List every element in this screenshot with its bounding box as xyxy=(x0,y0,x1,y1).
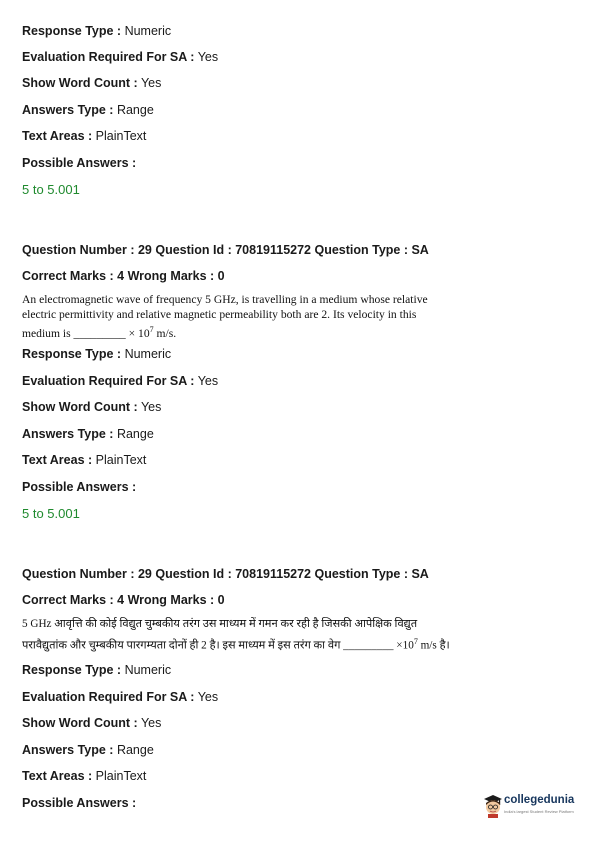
evaluation-required-row: Evaluation Required For SA : Yes xyxy=(22,374,219,388)
evaluation-required-row: Evaluation Required For SA : Yes xyxy=(22,690,219,704)
possible-answers-label: Possible Answers : xyxy=(22,480,137,494)
answers-type-row: Answers Type : Range xyxy=(22,103,154,117)
logo-wordmark: collegedunia xyxy=(504,794,575,806)
show-word-count-row: Show Word Count : Yes xyxy=(22,76,162,90)
possible-answer-value: 5 to 5.001 xyxy=(22,506,80,521)
question-header: Question Number : 29 Question Id : 70819115272 Question Type : SA xyxy=(22,567,429,581)
show-word-count-row: Show Word Count : Yes xyxy=(22,716,162,730)
question-marks: Correct Marks : 4 Wrong Marks : 0 xyxy=(22,593,225,607)
possible-answers-label: Possible Answers : xyxy=(22,796,137,810)
text-areas-row: Text Areas : PlainText xyxy=(22,453,147,467)
answers-type-row: Answers Type : Range xyxy=(22,427,154,441)
possible-answer-value: 5 to 5.001 xyxy=(22,182,80,197)
question-marks: Correct Marks : 4 Wrong Marks : 0 xyxy=(22,269,225,283)
possible-answers-label: Possible Answers : xyxy=(22,156,137,170)
question-header: Question Number : 29 Question Id : 70819115272 Question Type : SA xyxy=(22,243,429,257)
response-type-row: Response Type : Numeric xyxy=(22,24,172,38)
question-text-hindi: 5 GHz आवृत्ति की कोई विद्युत चुम्बकीय तरंग उस माध्यम में गमन कर रही है जिसकी आपेक्षिक विद्युत परावैद्युतांक और चुम्बकीय पारगम्यता दोनों ही 2 है। इस माध्यम में इस तरंग का वेग _________ $\times 10^7$ m/s है। xyxy=(22,618,450,652)
student-avatar-icon xyxy=(482,792,504,818)
evaluation-required-row: Evaluation Required For SA : Yes xyxy=(22,50,219,64)
question-text-english: An electromagnetic wave of frequency 5 GHz, is travelling in a medium whose relative electric permittivity and relative magnetic permeability both are 2. Its velocity in this medium is _________ × $10^7$ m/s. xyxy=(22,293,428,340)
show-word-count-row: Show Word Count : Yes xyxy=(22,400,162,414)
response-type-row: Response Type : Numeric xyxy=(22,663,172,677)
logo-tagline: India's largest Student Review Platform xyxy=(504,809,574,814)
text-areas-row: Text Areas : PlainText xyxy=(22,769,147,783)
answers-type-row: Answers Type : Range xyxy=(22,743,154,757)
response-type-row: Response Type : Numeric xyxy=(22,347,172,361)
collegedunia-logo xyxy=(482,792,582,820)
text-areas-row: Text Areas : PlainText xyxy=(22,129,147,143)
